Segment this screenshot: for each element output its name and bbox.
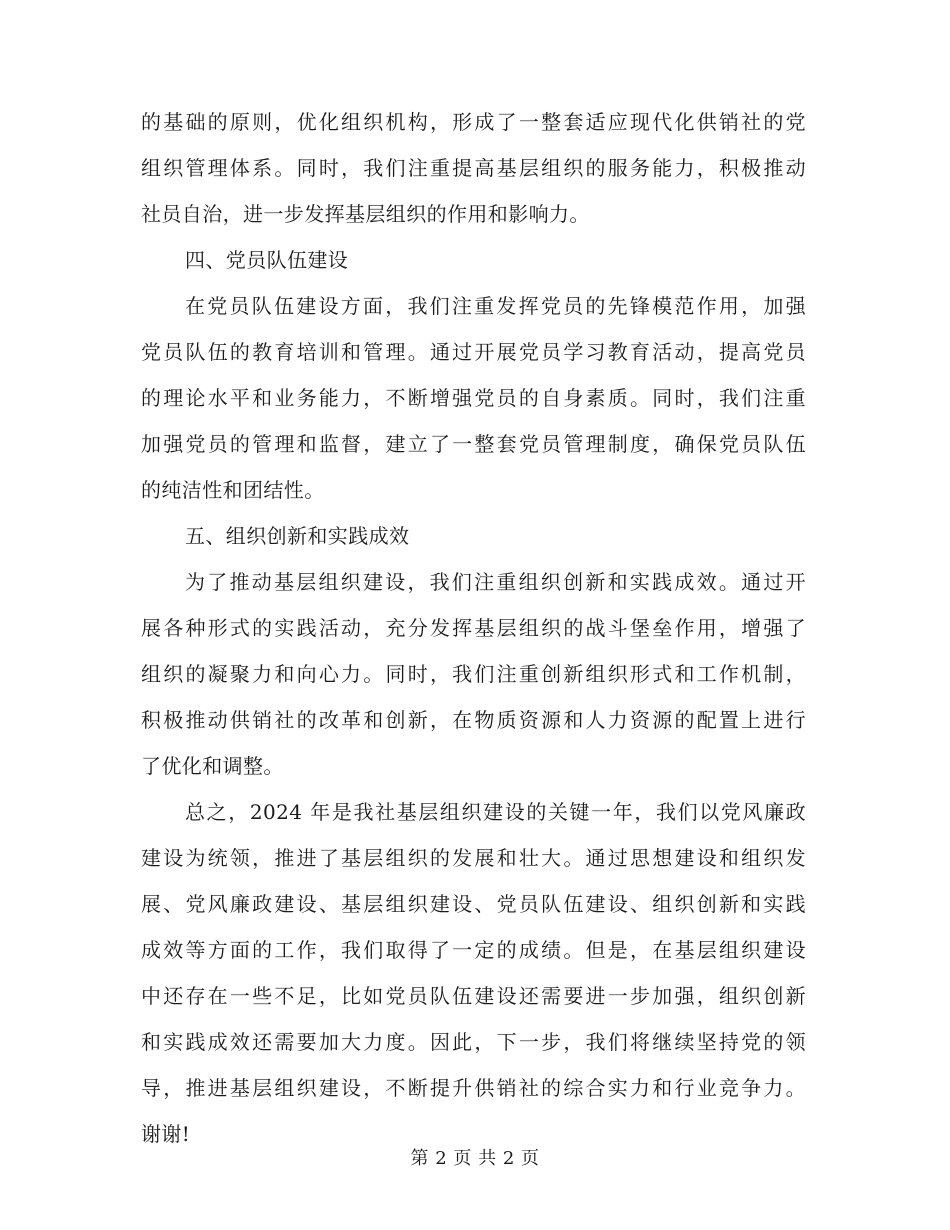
section-heading: 五、组织创新和实践成效 (185, 524, 410, 548)
text-line: 和实践成效还需要加大力度。因此，下一步，我们将继续坚持党的领 (141, 1030, 806, 1054)
text-line: 组织的凝聚力和向心力。同时，我们注重创新组织形式和工作机制， (141, 662, 806, 686)
text-line: 为了推动基层组织建设，我们注重组织创新和实践成效。通过开 (185, 570, 806, 594)
text-line: 的理论水平和业务能力，不断增强党员的自身素质。同时，我们注重 (141, 386, 806, 410)
page-number-footer: 第 2 页 共 2 页 (410, 1148, 540, 1169)
text-line: 展、党风廉政建设、基层组织建设、党员队伍建设、组织创新和实践 (141, 892, 806, 916)
text-line: 积极推动供销社的改革和创新，在物质资源和人力资源的配置上进行 (141, 708, 806, 732)
text-line: 成效等方面的工作，我们取得了一定的成绩。但是，在基层组织建设 (141, 938, 806, 962)
section-heading: 四、党员队伍建设 (185, 248, 349, 272)
text-line: 的基础的原则，优化组织机构，形成了一整套适应现代化供销社的党 (141, 110, 806, 134)
text-line: 加强党员的管理和监督，建立了一整套党员管理制度，确保党员队伍 (141, 432, 806, 456)
text-line: 党员队伍的教育培训和管理。通过开展党员学习教育活动，提高党员 (141, 340, 806, 364)
text-line: 导，推进基层组织建设，不断提升供销社的综合实力和行业竞争力。 (141, 1076, 806, 1100)
text-line: 了优化和调整。 (141, 754, 284, 778)
text-line: 展各种形式的实践活动，充分发挥基层组织的战斗堡垒作用，增强了 (141, 616, 806, 640)
text-line: 在党员队伍建设方面，我们注重发挥党员的先锋模范作用，加强 (185, 294, 806, 318)
text-line: 中还存在一些不足，比如党员队伍建设还需要进一步加强，组织创新 (141, 984, 806, 1008)
text-line: 谢谢! (141, 1122, 191, 1146)
text-line: 建设为统领，推进了基层组织的发展和壮大。通过思想建设和组织发 (141, 846, 806, 870)
text-line: 总之，2024 年是我社基层组织建设的关键一年，我们以党风廉政 (185, 800, 806, 824)
text-line: 组织管理体系。同时，我们注重提高基层组织的服务能力，积极推动 (141, 156, 806, 180)
document-body (141, 99, 806, 1157)
text-line: 社员自治，进一步发挥基层组织的作用和影响力。 (141, 202, 590, 226)
text-line: 的纯洁性和团结性。 (141, 478, 325, 502)
